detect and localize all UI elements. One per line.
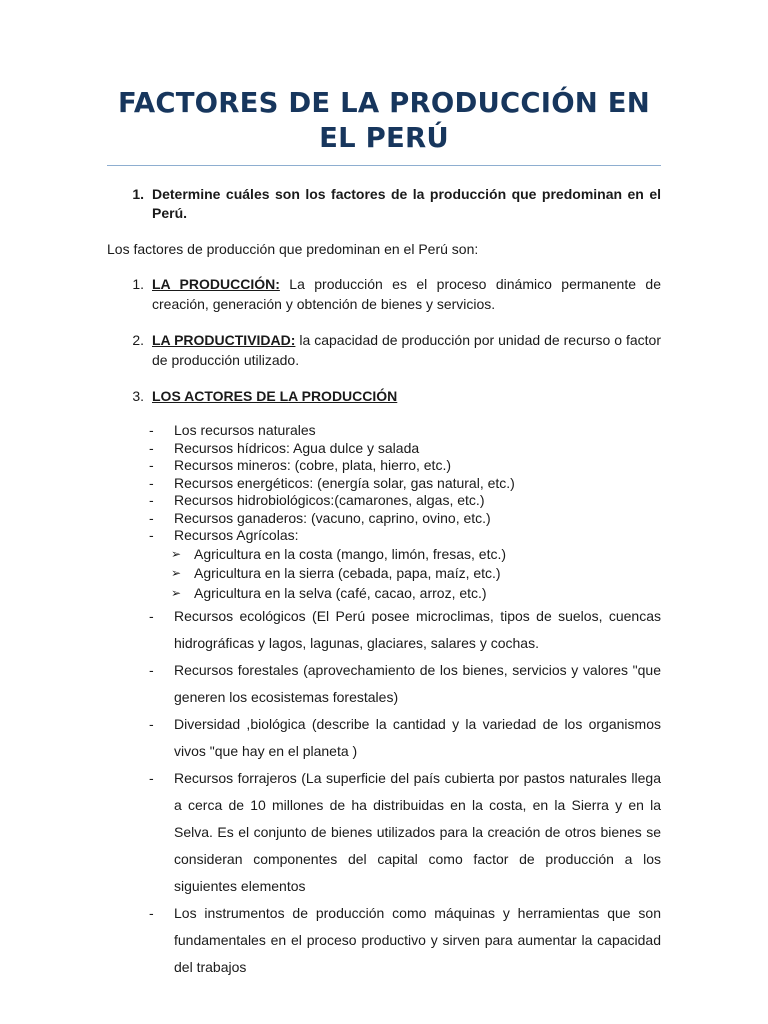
arrow-bullet-icon: ➢	[171, 585, 182, 600]
bullet-text: Recursos hídricos: Agua dulce y salada	[174, 439, 420, 456]
bullet-dash: -	[149, 492, 154, 508]
bullet-item	[149, 603, 661, 657]
intro-paragraph: Los factores de producción que predominan en el Perú son:	[107, 241, 479, 257]
bullet-item	[149, 900, 661, 981]
item-heading: LA PRODUCTIVIDAD:	[152, 332, 296, 348]
bullet-dash: -	[149, 439, 154, 456]
bullet-item	[149, 510, 661, 528]
item-number: 2.	[132, 332, 144, 348]
item-heading: LA PRODUCCIÓN:	[152, 276, 280, 292]
item-text: la capacidad de producción por unidad de recurso o factor de producción utilizado.	[152, 332, 661, 368]
question-number: 1.	[132, 186, 144, 202]
bullet-item	[149, 422, 661, 440]
bullet-dash: -	[149, 662, 154, 678]
bullet-text: Recursos forestales (aprovechamiento de los bienes, servicios y valores "que generen los ecosistemas forestales)	[174, 662, 661, 705]
resources-list	[149, 422, 661, 981]
bullet-dash: -	[149, 509, 154, 526]
bullet-text: Recursos ecológicos (El Perú posee microclimas, tipos de suelos, cuencas hidrográficas y lagos, lagunas, glaciares, salares y cochas.	[174, 608, 661, 651]
document-title: FACTORES DE LA PRODUCCIÓN EN EL PERÚ	[118, 87, 650, 154]
bullet-text: Recursos ganaderos: (vacuno, caprino, ovino, etc.)	[174, 509, 491, 526]
question-1	[107, 185, 661, 223]
bullet-dash: -	[149, 422, 154, 438]
sub-bullet-item	[171, 545, 661, 565]
document-page	[107, 86, 661, 981]
arrow-bullet-icon: ➢	[171, 546, 182, 561]
arrow-bullet-icon: ➢	[171, 566, 182, 580]
list-item-produccion	[107, 274, 661, 314]
bullet-text: Diversidad ,biológica (describe la cantidad y la variedad de los organismos vivos "que hay en el planeta )	[174, 716, 661, 759]
bullet-text: Recursos hidrobiológicos:(camarones, algas, etc.)	[174, 492, 485, 508]
sub-bullet-item	[171, 564, 661, 584]
bullet-item	[149, 440, 661, 458]
bullet-text: Los recursos naturales	[174, 422, 316, 438]
item-body	[152, 330, 661, 370]
bullet-dash: -	[149, 716, 154, 732]
list-item-productividad	[107, 330, 661, 370]
bullet-dash: -	[149, 905, 154, 921]
item-body	[152, 274, 661, 314]
bullet-item	[149, 657, 661, 711]
title-divider	[107, 165, 661, 166]
bullet-item	[149, 765, 661, 900]
question-text: Determine cuáles son los factores de la producción que predominan en el Perú.	[152, 186, 661, 221]
item-body	[152, 386, 661, 406]
bullet-item	[149, 492, 661, 510]
item-number: 3.	[132, 388, 144, 404]
bullet-text: Recursos mineros: (cobre, plata, hierro, etc.)	[174, 457, 451, 473]
sub-bullet-text: Agricultura en la sierra (cebada, papa, maíz, etc.)	[194, 565, 501, 581]
bullet-item	[149, 475, 661, 493]
bullet-text: Los instrumentos de producción como máquinas y herramientas que son fundamentales en el proceso productivo y sirven para aumentar la capacidad del trabajos	[174, 905, 661, 975]
sub-bullet-text: Agricultura en la selva (café, cacao, arroz, etc.)	[194, 584, 487, 601]
sub-bullet-item	[171, 584, 661, 604]
bullet-item	[149, 711, 661, 765]
bullet-dash: -	[149, 527, 154, 543]
bullet-text: Recursos Agrícolas:	[174, 527, 299, 543]
bullet-dash: -	[149, 608, 154, 624]
bullet-item	[149, 527, 661, 545]
item-number: 1.	[132, 276, 144, 292]
bullet-dash: -	[149, 457, 154, 473]
bullet-item	[149, 457, 661, 475]
bullet-text: Recursos forrajeros (La superficie del país cubierta por pastos naturales llega a cerca de 10 millones de ha distribuidas en la costa, en la Sierra y en la Selva. Es el conjunto de bienes utilizados para la creación de otros bienes se consideran componentes del capital como factor de producción a los siguientes elementos	[174, 770, 661, 894]
bullet-text: Recursos energéticos: (energía solar, gas natural, etc.)	[174, 474, 515, 491]
item-text: La producción es el proceso dinámico permanente de creación, generación y obtención de bienes y servicios.	[152, 276, 661, 312]
list-item-actores	[107, 386, 661, 406]
item-heading: LOS ACTORES DE LA PRODUCCIÓN	[152, 388, 398, 404]
sub-bullet-text: Agricultura en la costa (mango, limón, fresas, etc.)	[194, 545, 507, 562]
bullet-dash: -	[149, 474, 154, 491]
bullet-dash: -	[149, 770, 154, 786]
